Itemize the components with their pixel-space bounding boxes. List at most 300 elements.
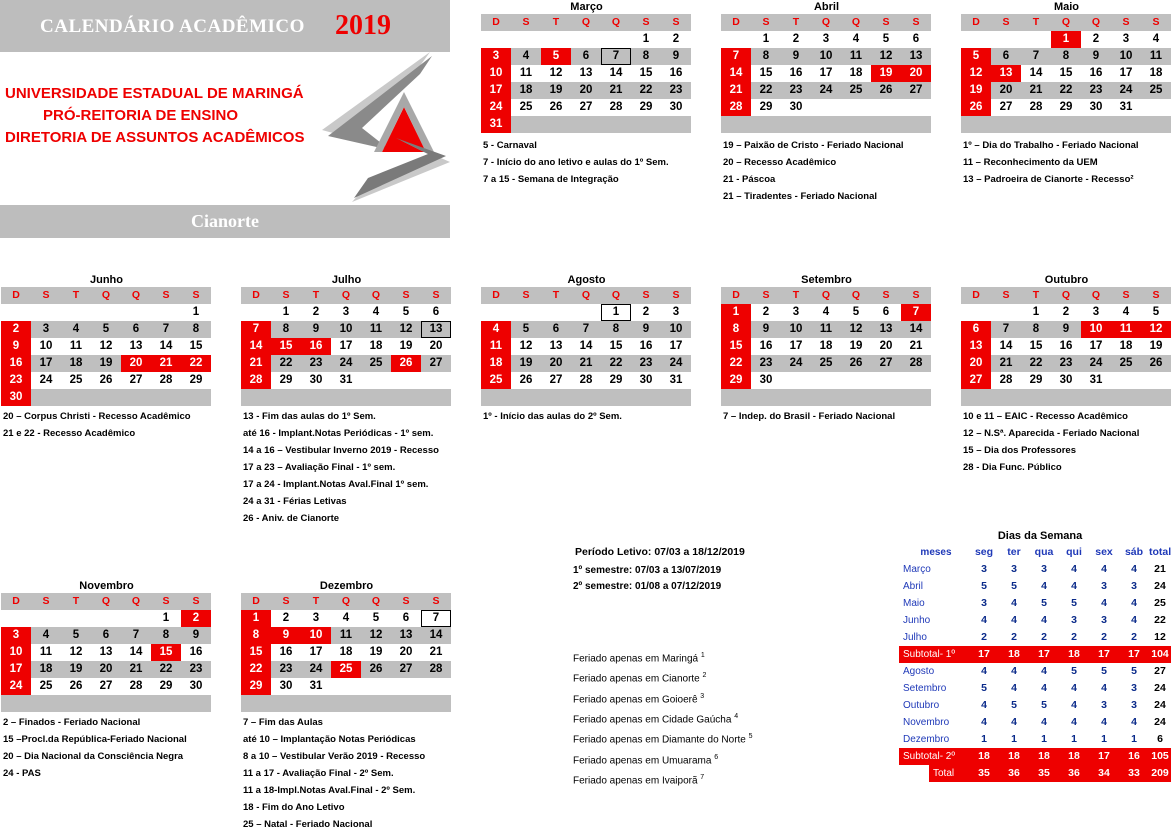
day-cell: 10 (811, 48, 841, 65)
day-cell: 20 (429, 340, 443, 352)
dias-row: Julho 2 2 2 2 2 2 12 (903, 631, 1166, 643)
day-cell: 9 (1081, 48, 1111, 65)
note-line: 11 a 18-Impl.Notas Aval.Final - 2º Sem. (243, 785, 416, 796)
weekday-header: Q (331, 593, 361, 610)
weekday-header: S (271, 287, 301, 304)
day-cell: 23 (1081, 82, 1111, 99)
day-cell: 30 (189, 680, 203, 692)
day-cell: 7 (991, 321, 1021, 338)
empty-cell (991, 389, 1021, 406)
weekday-header: T (301, 593, 331, 610)
day-cell: 16 (1089, 67, 1103, 79)
day-cell: 27 (99, 680, 113, 692)
weekday-header: Q (1051, 287, 1081, 304)
empty-cell (991, 31, 1021, 48)
notes-julho (243, 408, 439, 527)
day-cell: 6 (432, 306, 440, 318)
day-cell: 8 (181, 321, 211, 338)
empty-cell (121, 304, 151, 321)
day-cell: 6 (571, 48, 601, 65)
day-cell: 20 (901, 65, 931, 82)
empty-cell (151, 304, 181, 321)
empty-cell (811, 372, 841, 389)
empty-cell (1141, 372, 1171, 389)
day-cell: 30 (789, 101, 803, 113)
empty-cell (781, 116, 811, 133)
day-cell: 19 (871, 65, 901, 82)
day-cell: 21 (1021, 82, 1051, 99)
day-cell: 10 (1, 644, 31, 661)
month-title: Novembro (79, 580, 134, 592)
empty-cell (841, 389, 871, 406)
day-cell: 1 (601, 304, 631, 321)
day-cell: 6 (91, 627, 121, 644)
weekday-header: T (1021, 287, 1051, 304)
weekday-header: Q (601, 14, 631, 31)
day-cell: 16 (669, 67, 683, 79)
day-cell: 5 (511, 321, 541, 338)
day-cell: 11 (1111, 321, 1141, 338)
note-line: 20 – Corpus Christi - Recesso Acadêmico (3, 411, 191, 422)
note-line: 21 - Páscoa (723, 174, 776, 185)
weekday-header: D (481, 287, 511, 304)
empty-cell (391, 678, 421, 695)
day-cell: 25 (519, 101, 533, 113)
empty-cell (421, 372, 451, 389)
day-cell: 6 (882, 306, 890, 318)
day-cell: 9 (631, 321, 661, 338)
day-cell: 11 (331, 627, 361, 644)
weekday-header: S (871, 287, 901, 304)
day-cell: 15 (1059, 67, 1073, 79)
day-cell: 5 (541, 48, 571, 65)
weekday-header: S (661, 287, 691, 304)
day-cell: 9 (1051, 321, 1081, 338)
day-cell: 30 (1059, 374, 1073, 386)
day-cell: 2 (792, 33, 800, 45)
empty-cell (361, 695, 391, 712)
day-cell: 28 (579, 374, 593, 386)
day-cell: 20 (91, 661, 121, 678)
day-cell: 24 (661, 355, 691, 372)
day-cell: 7 (1021, 48, 1051, 65)
empty-cell (421, 389, 451, 406)
day-cell: 3 (672, 306, 680, 318)
calendar-março (481, 0, 692, 133)
weekday-header: Q (121, 593, 151, 610)
day-cell: 6 (541, 321, 571, 338)
day-cell: 26 (549, 101, 563, 113)
day-cell: 19 (399, 340, 413, 352)
day-cell: 17 (819, 67, 833, 79)
day-cell: 9 (1, 338, 31, 355)
day-cell: 27 (421, 355, 451, 372)
day-cell: 31 (481, 116, 511, 133)
empty-cell (631, 116, 661, 133)
note-line: 20 – Dia Nacional da Consciência Negra (3, 751, 184, 762)
day-cell: 23 (1051, 355, 1081, 372)
day-cell: 27 (549, 374, 563, 386)
day-cell: 27 (999, 101, 1013, 113)
day-cell: 7 (571, 321, 601, 338)
notes-junho (3, 408, 191, 442)
day-cell: 27 (901, 82, 931, 99)
day-cell: 18 (369, 340, 383, 352)
weekday-header: Q (1051, 14, 1081, 31)
day-cell: 26 (1141, 355, 1171, 372)
weekday-header: S (901, 14, 931, 31)
day-cell: 17 (669, 340, 683, 352)
day-cell: 7 (421, 610, 451, 627)
empty-cell (721, 31, 751, 48)
day-cell: 20 (399, 646, 413, 658)
empty-cell (811, 99, 841, 116)
note-line: até 10 – Implantação Notas Periódicas (243, 734, 416, 745)
empty-cell (301, 389, 331, 406)
day-cell: 15 (189, 340, 203, 352)
day-cell: 12 (961, 65, 991, 82)
day-cell: 28 (421, 661, 451, 678)
semestre-2: 2º semestre: 01/08 a 07/12/2019 (573, 581, 722, 592)
day-cell: 12 (69, 646, 83, 658)
day-cell: 19 (61, 661, 91, 678)
day-cell: 14 (421, 627, 451, 644)
day-cell: 24 (1, 678, 31, 695)
day-cell: 15 (639, 67, 653, 79)
empty-cell (481, 304, 511, 321)
weekday-header: T (61, 287, 91, 304)
day-cell: 3 (31, 321, 61, 338)
feriado-line: Feriado apenas em Goioerê $^3$ (573, 692, 705, 705)
weekday-header: T (541, 14, 571, 31)
day-cell: 26 (99, 374, 113, 386)
weekday-header: S (421, 593, 451, 610)
day-cell: 19 (541, 82, 571, 99)
empty-cell (871, 389, 901, 406)
weekday-header: Q (361, 593, 391, 610)
day-cell: 2 (762, 306, 770, 318)
weekday-header: T (1021, 14, 1051, 31)
day-cell: 23 (301, 355, 331, 372)
dias-row: Junho 4 4 4 3 3 4 22 (903, 614, 1166, 626)
empty-cell (1081, 389, 1111, 406)
empty-cell (1021, 116, 1051, 133)
weekday-header: S (31, 287, 61, 304)
empty-cell (961, 116, 991, 133)
semestre-1: 1º semestre: 07/03 a 13/07/2019 (573, 565, 722, 576)
day-cell: 13 (129, 340, 143, 352)
empty-cell (391, 389, 421, 406)
day-cell: 5 (402, 306, 410, 318)
note-line: 24 - PAS (3, 768, 41, 779)
day-cell: 6 (121, 321, 151, 338)
note-line: 7 - Início do ano letivo e aulas do 1º Sem. (483, 157, 669, 168)
empty-cell (361, 372, 391, 389)
day-cell: 26 (69, 680, 83, 692)
weekday-header: S (31, 593, 61, 610)
day-cell: 24 (39, 374, 53, 386)
note-line: 26 - Aniv. de Cianorte (243, 513, 340, 524)
day-cell: 20 (991, 82, 1021, 99)
day-cell: 11 (69, 340, 83, 352)
calendar-julho (241, 273, 452, 406)
day-cell: 14 (579, 340, 593, 352)
weekday-header: D (721, 14, 751, 31)
day-cell: 18 (511, 82, 541, 99)
header-banner (0, 0, 450, 52)
empty-cell (91, 389, 121, 406)
day-cell: 13 (391, 627, 421, 644)
day-cell: 3 (1122, 33, 1130, 45)
day-cell: 4 (372, 306, 380, 318)
dias-row: Dezembro 1 1 1 1 1 1 6 (903, 733, 1163, 745)
dias-title: Dias da Semana (997, 530, 1083, 542)
empty-cell (31, 389, 61, 406)
note-line: 10 e 11 – EAIC - Recesso Acadêmico (963, 411, 1128, 422)
day-cell: 26 (871, 82, 901, 99)
notes-março (483, 137, 669, 188)
day-cell: 12 (841, 321, 871, 338)
day-cell: 25 (331, 661, 361, 678)
day-cell: 25 (481, 372, 511, 389)
day-cell: 8 (631, 48, 661, 65)
day-cell: 1 (642, 33, 650, 45)
empty-cell (751, 116, 781, 133)
day-cell: 2 (312, 306, 320, 318)
day-cell: 22 (241, 661, 271, 678)
day-cell: 14 (129, 646, 143, 658)
day-cell: 9 (751, 321, 781, 338)
empty-cell (181, 695, 211, 712)
day-cell: 28 (999, 374, 1013, 386)
day-cell: 7 (241, 321, 271, 338)
empty-cell (1081, 116, 1111, 133)
weekday-header: Q (91, 287, 121, 304)
weekday-header: Q (571, 287, 601, 304)
day-cell: 8 (721, 321, 751, 338)
note-line: 21 – Tiradentes - Feriado Nacional (723, 191, 877, 202)
weekday-header: D (721, 287, 751, 304)
empty-cell (661, 116, 691, 133)
day-cell: 4 (481, 321, 511, 338)
day-cell: 17 (339, 340, 353, 352)
weekday-header: S (1111, 287, 1141, 304)
empty-cell (91, 304, 121, 321)
empty-cell (901, 389, 931, 406)
day-cell: 29 (1059, 101, 1073, 113)
day-cell: 15 (721, 338, 751, 355)
day-cell: 29 (159, 680, 173, 692)
empty-cell (871, 99, 901, 116)
day-cell: 24 (1111, 82, 1141, 99)
weekday-header: D (1, 287, 31, 304)
empty-cell (541, 31, 571, 48)
day-cell: 9 (301, 321, 331, 338)
day-cell: 3 (342, 306, 350, 318)
empty-cell (331, 389, 361, 406)
weekday-header: S (991, 14, 1021, 31)
weekday-header: D (241, 287, 271, 304)
day-cell: 19 (961, 82, 991, 99)
day-cell: 30 (1089, 101, 1103, 113)
empty-cell (841, 99, 871, 116)
weekday-header: S (1141, 287, 1171, 304)
note-line: 11 – Reconhecimento da UEM (963, 157, 1098, 168)
day-cell: 12 (549, 67, 563, 79)
day-cell: 15 (609, 340, 623, 352)
day-cell: 6 (402, 612, 410, 624)
dias-row: Total 35 36 35 36 34 33 209 (929, 765, 1171, 782)
empty-cell (961, 304, 991, 321)
calendar-maio (961, 0, 1171, 133)
weekday-header: Q (91, 593, 121, 610)
weekday-header: D (1, 593, 31, 610)
note-line: 24 a 31 - Férias Letivas (243, 496, 347, 507)
day-cell: 11 (841, 48, 871, 65)
day-cell: 10 (1081, 321, 1111, 338)
weekday-header: T (61, 593, 91, 610)
notes-dezembro (243, 714, 425, 833)
day-cell: 25 (1111, 355, 1141, 372)
day-cell: 15 (1029, 340, 1043, 352)
month-title: Julho (331, 274, 362, 286)
weekday-header: S (391, 287, 421, 304)
day-cell: 16 (789, 67, 803, 79)
day-cell: 13 (901, 48, 931, 65)
month-title: Agosto (567, 274, 606, 286)
weekday-header: S (751, 14, 781, 31)
day-cell: 10 (481, 65, 511, 82)
day-cell: 17 (481, 82, 511, 99)
empty-cell (1021, 389, 1051, 406)
note-line: 28 - Dia Func. Público (963, 462, 1062, 473)
empty-cell (1141, 116, 1171, 133)
month-title: Junho (90, 274, 123, 286)
day-cell: 11 (811, 321, 841, 338)
weekday-header: S (991, 287, 1021, 304)
day-cell: 9 (181, 627, 211, 644)
day-cell: 20 (879, 340, 893, 352)
day-cell: 23 (661, 82, 691, 99)
day-cell: 6 (991, 48, 1021, 65)
day-cell: 21 (909, 340, 923, 352)
day-cell: 12 (871, 48, 901, 65)
day-cell: 29 (241, 678, 271, 695)
empty-cell (901, 372, 931, 389)
day-cell: 14 (241, 338, 271, 355)
day-cell: 25 (841, 82, 871, 99)
day-cell: 3 (1092, 306, 1100, 318)
day-cell: 25 (1141, 82, 1171, 99)
day-cell: 14 (609, 67, 623, 79)
feriado-line: Feriado apenas em Umuarama $^6$ (573, 753, 719, 766)
empty-cell (151, 695, 181, 712)
day-cell: 25 (39, 680, 53, 692)
day-cell: 16 (189, 646, 203, 658)
calendar-abril (721, 0, 932, 133)
uem-logo-icon (322, 52, 450, 202)
dias-row: Outubro 4 5 5 4 3 3 24 (903, 699, 1166, 711)
empty-cell (91, 610, 121, 627)
empty-cell (661, 389, 691, 406)
calendar-title: CALENDÁRIO ACADÊMICO (40, 16, 305, 37)
note-line: 1º – Dia do Trabalho - Feriado Nacional (963, 140, 1139, 151)
empty-cell (991, 304, 1021, 321)
note-line: 18 - Fim do Ano Letivo (243, 802, 345, 813)
day-cell: 23 (181, 661, 211, 678)
day-cell: 8 (1021, 321, 1051, 338)
dias-row: Novembro 4 4 4 4 4 4 24 (903, 716, 1166, 728)
day-cell: 2 (1092, 33, 1100, 45)
day-cell: 4 (31, 627, 61, 644)
day-cell: 19 (511, 355, 541, 372)
day-cell: 27 (129, 374, 143, 386)
notes-novembro (3, 714, 187, 782)
day-cell: 23 (1, 372, 31, 389)
weekday-header: Q (121, 287, 151, 304)
notes-abril (723, 137, 904, 205)
calendar-year: 2019 (335, 10, 391, 41)
empty-cell (331, 695, 361, 712)
note-line: 12 – N.Sª. Aparecida - Feriado Nacional (963, 428, 1140, 439)
dias-row: Subtotal- 2º 18 18 18 18 17 16 105 (899, 748, 1171, 765)
empty-cell (61, 610, 91, 627)
day-cell: 24 (481, 99, 511, 116)
empty-cell (301, 695, 331, 712)
day-cell: 9 (781, 48, 811, 65)
note-line: 14 a 16 – Vestibular Inverno 2019 - Recesso (243, 445, 439, 456)
empty-cell (271, 695, 301, 712)
day-cell: 13 (871, 321, 901, 338)
day-cell: 16 (759, 340, 773, 352)
day-cell: 1 (1051, 31, 1081, 48)
day-cell: 10 (331, 321, 361, 338)
empty-cell (421, 695, 451, 712)
day-cell: 5 (372, 612, 380, 624)
empty-cell (481, 31, 511, 48)
day-cell: 4 (852, 33, 860, 45)
note-line: 13 - Fim das aulas do 1º Sem. (243, 411, 376, 422)
empty-cell (901, 116, 931, 133)
day-cell: 14 (1029, 67, 1043, 79)
empty-cell (511, 31, 541, 48)
empty-cell (241, 695, 271, 712)
day-cell: 2 (672, 33, 680, 45)
day-cell: 31 (669, 374, 683, 386)
day-cell: 22 (601, 355, 631, 372)
day-cell: 1 (721, 304, 751, 321)
day-cell: 25 (811, 355, 841, 372)
weekday-header: S (901, 287, 931, 304)
day-cell: 21 (241, 355, 271, 372)
day-cell: 4 (342, 612, 350, 624)
university-name: UNIVERSIDADE ESTADUAL DE MARINGÁ (5, 85, 304, 102)
empty-cell (61, 695, 91, 712)
feriado-line: Feriado apenas em Maringá $^1$ (573, 652, 705, 665)
day-cell: 28 (241, 372, 271, 389)
day-cell: 26 (841, 355, 871, 372)
day-cell: 10 (661, 321, 691, 338)
day-cell: 11 (481, 338, 511, 355)
day-cell: 10 (39, 340, 53, 352)
day-cell: 15 (151, 644, 181, 661)
day-cell: 20 (961, 355, 991, 372)
day-cell: 3 (312, 612, 320, 624)
weekday-header: D (481, 14, 511, 31)
weekday-header: S (631, 14, 661, 31)
day-cell: 29 (639, 101, 653, 113)
weekday-header: S (1111, 14, 1141, 31)
